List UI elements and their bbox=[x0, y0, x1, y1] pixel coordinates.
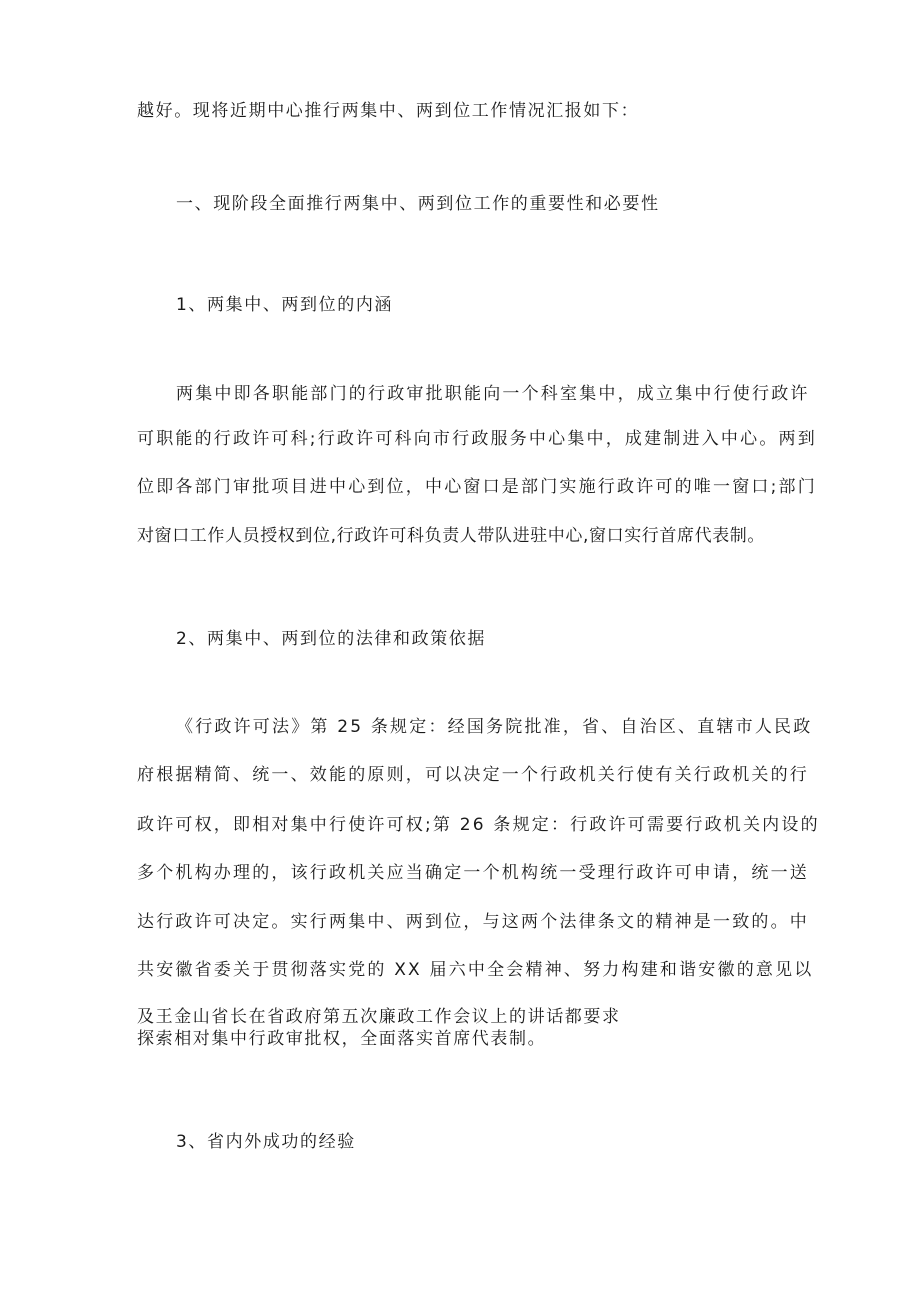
paragraph-line: 政许可权，即相对集中行使许可权;第 26 条规定：行政许可需要行政机关内设的 bbox=[137, 815, 820, 835]
paragraph-line: 位即各部门审批项目进中心到位，中心窗口是部门实施行政许可的唯一窗口;部门 bbox=[137, 477, 817, 497]
subsection-heading: 1、两集中、两到位的内涵 bbox=[176, 295, 394, 315]
paragraph-line: 对窗口工作人员授权到位,行政许可科负责人带队进驻中心,窗口实行首席代表制。 bbox=[137, 526, 766, 546]
paragraph-line: 共安徽省委关于贯彻落实党的 XX 届六中全会精神、努力构建和谐安徽的意见以 bbox=[137, 960, 814, 980]
subsection-heading: 3、省内外成功的经验 bbox=[176, 1132, 356, 1152]
paragraph-line: 可职能的行政许可科;行政许可科向市行政服务中心集中，成建制进入中心。两到 bbox=[137, 429, 817, 449]
subsection-heading: 2、两集中、两到位的法律和政策依据 bbox=[176, 629, 487, 649]
paragraph-line: 达行政许可决定。实行两集中、两到位，与这两个法律条文的精神是一致的。中 bbox=[137, 912, 809, 932]
paragraph-line: 《行政许可法》第 25 条规定：经国务院批准，省、自治区、直辖市人民政 bbox=[176, 717, 813, 737]
section-heading: 一、现阶段全面推行两集中、两到位工作的重要性和必要性 bbox=[176, 194, 660, 214]
intro-line: 越好。现将近期中心推行两集中、两到位工作情况汇报如下： bbox=[137, 101, 640, 121]
paragraph-line: 多个机构办理的，该行政机关应当确定一个机构统一受理行政许可申请，统一送 bbox=[137, 863, 809, 883]
paragraph-line: 及王金山省长在省政府第五次廉政工作会议上的讲话都要求 bbox=[137, 1007, 621, 1027]
paragraph-line: 两集中即各职能部门的行政审批职能向一个科室集中，成立集中行使行政许 bbox=[176, 384, 810, 404]
paragraph-line: 府根据精简、统一、效能的原则，可以决定一个行政机关行使有关行政机关的行 bbox=[137, 765, 809, 785]
paragraph-line: 探索相对集中行政审批权，全面落实首席代表制。 bbox=[137, 1029, 547, 1049]
